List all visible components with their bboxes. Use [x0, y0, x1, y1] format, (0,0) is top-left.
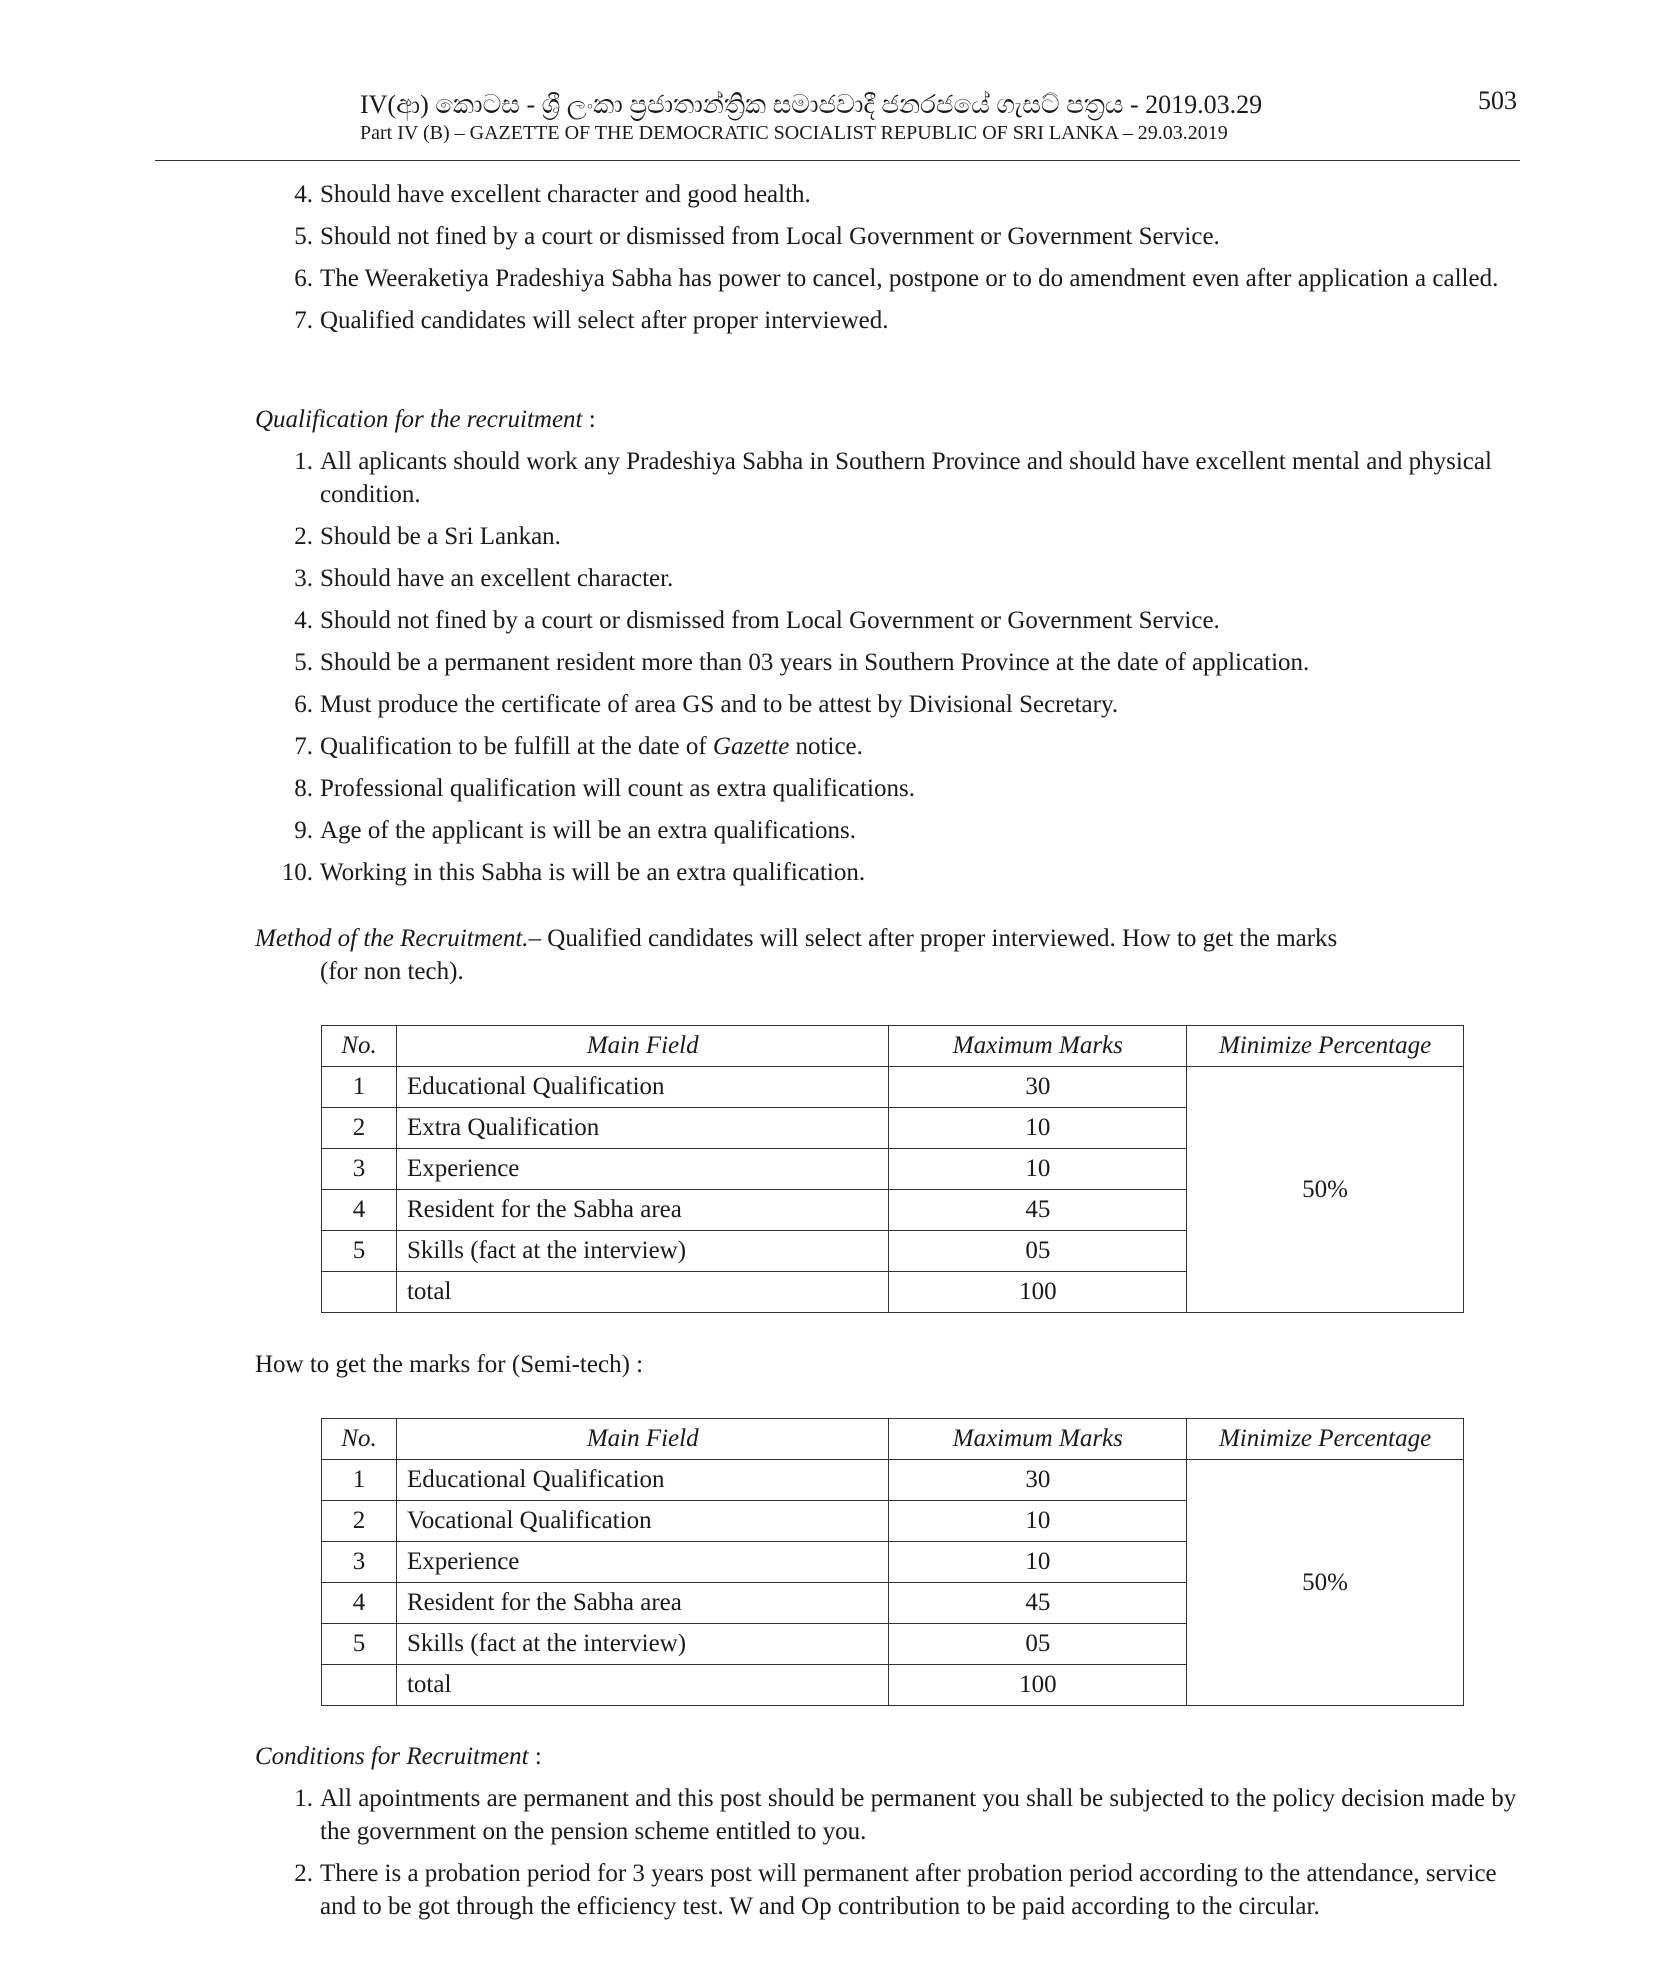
list-text: Should be a Sri Lankan. — [320, 523, 561, 550]
list-number: 8. — [294, 775, 313, 802]
list-number: 5. — [294, 223, 313, 250]
cell-max: 10 — [889, 1501, 1187, 1542]
qualification-list-block — [0, 445, 1655, 898]
list-item — [0, 304, 1655, 337]
cell-no: 1 — [322, 1067, 397, 1108]
list-text: Should not fined by a court or dismissed from Local Government or Government Service. — [320, 223, 1220, 250]
cell-max: 100 — [889, 1272, 1187, 1313]
list-number: 10. — [281, 859, 313, 886]
cell-no: 2 — [322, 1501, 397, 1542]
qualification-list — [0, 445, 1655, 889]
cell-max: 100 — [889, 1665, 1187, 1706]
top-list — [0, 178, 1655, 337]
qualification-heading-suffix: : — [582, 406, 596, 433]
cell-min-percentage: 50% — [1187, 1067, 1464, 1313]
cell-max: 10 — [889, 1542, 1187, 1583]
header-maximum-marks: Maximum Marks — [889, 1419, 1187, 1460]
cell-no: 5 — [322, 1231, 397, 1272]
cell-no: 3 — [322, 1149, 397, 1190]
cell-field: Educational Qualification — [396, 1460, 888, 1501]
page-number: 503 — [1478, 86, 1517, 115]
list-number: 2. — [294, 523, 313, 550]
cell-no: 1 — [322, 1460, 397, 1501]
list-item — [0, 814, 1655, 847]
cell-max: 45 — [889, 1583, 1187, 1624]
cell-field: Skills (fact at the interview) — [396, 1231, 888, 1272]
list-text-italic: Gazette — [712, 733, 790, 760]
marks-table-semi-tech — [321, 1418, 1464, 1706]
list-item — [0, 646, 1655, 679]
header-minimize-percentage: Minimize Percentage — [1187, 1419, 1464, 1460]
cell-field: Skills (fact at the interview) — [396, 1624, 888, 1665]
conditions-heading-suffix: : — [528, 1743, 542, 1770]
cell-field: Resident for the Sabha area — [396, 1190, 888, 1231]
header-title-english: Part IV (B) – GAZETTE OF THE DEMOCRATIC SOCIALIST REPUBLIC OF SRI LANKA – 29.03.2019 — [360, 122, 1228, 144]
list-number: 7. — [294, 733, 313, 760]
cell-max: 05 — [889, 1231, 1187, 1272]
list-text: There is a probation period for 3 years post will permanent after probation period according to the attendance, service and to be got through the efficiency test. W and Op contribution to be paid according to the circular. — [320, 1860, 1497, 1920]
table-row — [322, 1067, 1464, 1108]
method-heading: Method of the Recruitment.– — [255, 925, 542, 952]
list-item — [0, 445, 1655, 511]
list-text: The Weeraketiya Pradeshiya Sabha has power to cancel, postpone or to do amendment even after application a called. — [320, 265, 1499, 292]
header-title-sinhala: IV(ආ) කොටස - ශ්‍රී ලංකා ප්‍රජාතාන්ත්‍රික සමාජවාදී ජනරජයේ ගැසට් පත්‍රය - 2019.03.29 — [360, 90, 1263, 119]
table-row — [322, 1460, 1464, 1501]
list-text: Age of the applicant is will be an extra qualifications. — [320, 817, 856, 844]
list-number: 9. — [294, 817, 313, 844]
list-text: Should not fined by a court or dismissed from Local Government or Government Service. — [320, 607, 1220, 634]
conditions-list — [0, 1782, 1655, 1923]
list-item — [0, 688, 1655, 721]
conditions-list-block — [0, 1782, 1655, 1932]
list-item — [0, 1782, 1655, 1848]
list-number: 6. — [294, 691, 313, 718]
header-divider — [155, 160, 1520, 161]
cell-field: Educational Qualification — [396, 1067, 888, 1108]
header-maximum-marks: Maximum Marks — [889, 1026, 1187, 1067]
list-item — [0, 1857, 1655, 1923]
cell-no: 4 — [322, 1190, 397, 1231]
cell-max: 30 — [889, 1067, 1187, 1108]
list-text: All aplicants should work any Pradeshiya Sabha in Southern Province and should have excellent mental and physical condition. — [320, 448, 1492, 508]
list-text: Professional qualification will count as extra qualifications. — [320, 775, 915, 802]
conditions-heading-text: Conditions for Recruitment — [255, 1743, 529, 1770]
header-main-field: Main Field — [396, 1419, 888, 1460]
list-text: All apointments are permanent and this post should be permanent you shall be subjected to the policy decision made by the government on the pension scheme entitled to you. — [320, 1785, 1517, 1845]
header-minimize-percentage: Minimize Percentage — [1187, 1026, 1464, 1067]
list-number: 7. — [294, 307, 313, 334]
cell-field: Experience — [396, 1542, 888, 1583]
list-text-end: notice. — [789, 733, 863, 760]
list-item — [0, 562, 1655, 595]
cell-field: total — [396, 1272, 888, 1313]
list-text: Qualified candidates will select after proper interviewed. — [320, 307, 889, 334]
method-text: Qualified candidates will select after proper interviewed. How to get the marks — [541, 925, 1338, 952]
cell-no: 2 — [322, 1108, 397, 1149]
list-item — [0, 520, 1655, 553]
method-text-continued: (for non tech). — [320, 958, 464, 985]
cell-max: 10 — [889, 1149, 1187, 1190]
top-list-block — [0, 178, 1655, 346]
marks-table-non-tech — [321, 1025, 1464, 1313]
list-text: Should be a permanent resident more than 03 years in Southern Province at the date of application. — [320, 649, 1310, 676]
header-no: No. — [322, 1026, 397, 1067]
list-number: 5. — [294, 649, 313, 676]
table-header-row — [322, 1026, 1464, 1067]
list-text-start: Qualification to be fulfill at the date of — [320, 733, 713, 760]
list-item — [0, 178, 1655, 211]
list-text: Must produce the certificate of area GS and to be attest by Divisional Secretary. — [320, 691, 1119, 718]
list-item — [0, 604, 1655, 637]
list-number: 3. — [294, 565, 313, 592]
list-item — [0, 730, 1655, 763]
cell-field: Resident for the Sabha area — [396, 1583, 888, 1624]
list-number: 2. — [294, 1860, 313, 1887]
cell-max: 10 — [889, 1108, 1187, 1149]
list-number: 1. — [294, 448, 313, 475]
list-item — [0, 856, 1655, 889]
list-text: Working in this Sabha is will be an extra qualification. — [320, 859, 866, 886]
semi-tech-heading: How to get the marks for (Semi-tech) : — [255, 1351, 644, 1378]
cell-no: 4 — [322, 1583, 397, 1624]
cell-field: Vocational Qualification — [396, 1501, 888, 1542]
cell-no — [322, 1272, 397, 1313]
list-number: 6. — [294, 265, 313, 292]
qualification-heading — [255, 403, 596, 436]
cell-max: 30 — [889, 1460, 1187, 1501]
cell-min-percentage: 50% — [1187, 1460, 1464, 1706]
header-no: No. — [322, 1419, 397, 1460]
cell-field: Extra Qualification — [396, 1108, 888, 1149]
list-number: 1. — [294, 1785, 313, 1812]
header-main-field: Main Field — [396, 1026, 888, 1067]
list-text: Should have excellent character and good health. — [320, 181, 811, 208]
cell-field: total — [396, 1665, 888, 1706]
list-number: 4. — [294, 181, 313, 208]
cell-no: 5 — [322, 1624, 397, 1665]
cell-field: Experience — [396, 1149, 888, 1190]
list-number: 4. — [294, 607, 313, 634]
cell-max: 45 — [889, 1190, 1187, 1231]
qualification-heading-text: Qualification for the recruitment — [255, 406, 583, 433]
table-header-row — [322, 1419, 1464, 1460]
cell-no — [322, 1665, 397, 1706]
cell-max: 05 — [889, 1624, 1187, 1665]
cell-no: 3 — [322, 1542, 397, 1583]
list-text: Should have an excellent character. — [320, 565, 674, 592]
list-item — [0, 220, 1655, 253]
list-item — [0, 262, 1655, 295]
list-item — [0, 772, 1655, 805]
method-paragraph — [255, 922, 1520, 988]
conditions-heading — [255, 1740, 542, 1773]
